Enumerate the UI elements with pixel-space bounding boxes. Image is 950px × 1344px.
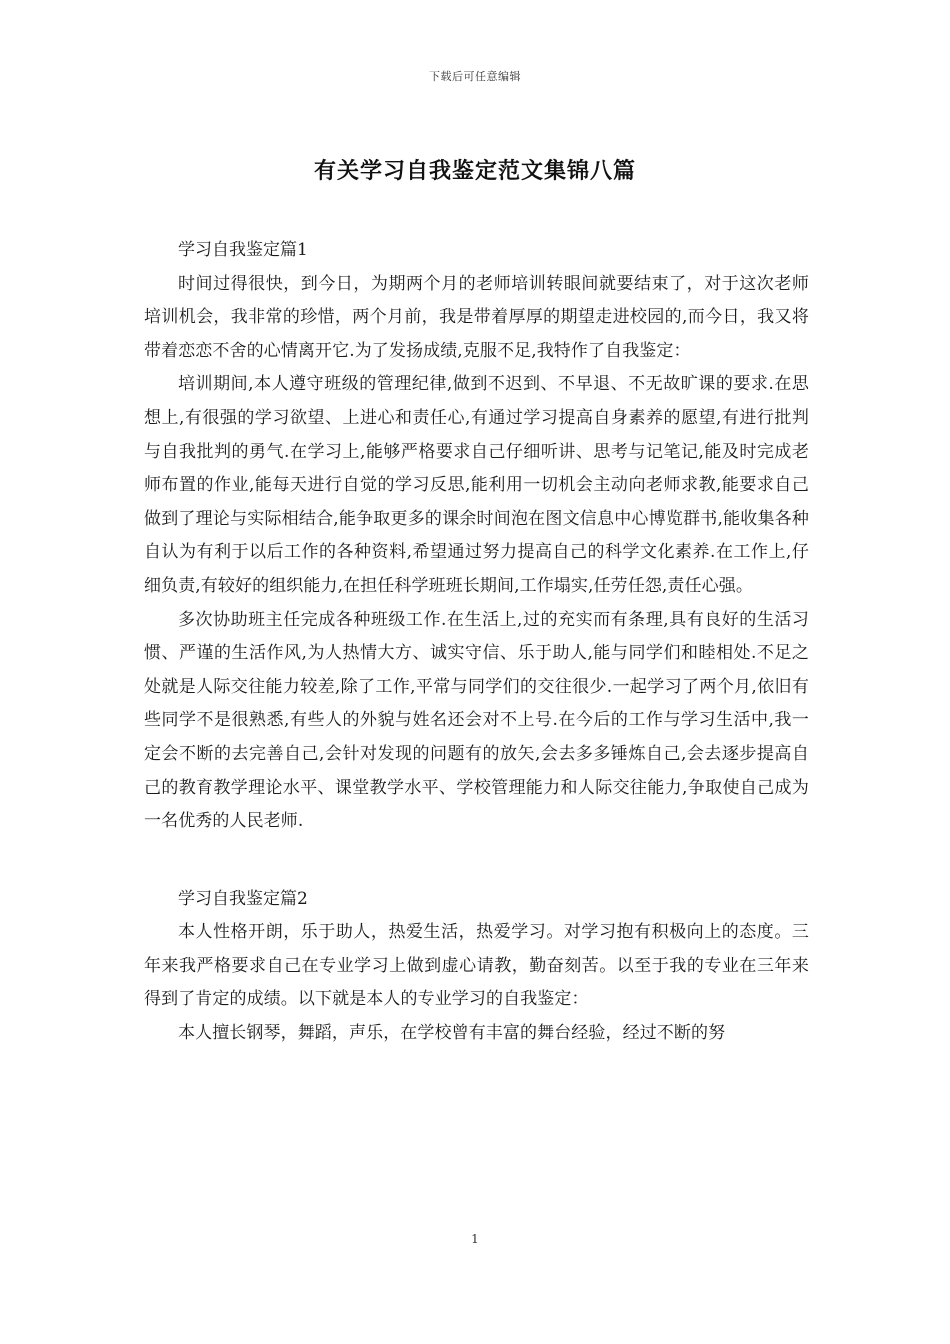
page-number: 1	[471, 1232, 479, 1246]
section-heading: 学习自我鉴定篇1	[178, 240, 308, 260]
document-title: 有关学习自我鉴定范文集锦八篇	[313, 158, 636, 184]
paragraph: 时间过得很快，到今日，为期两个月的老师培训转眼间就要结束了，对于这次老师培训机会，我非常的珍惜，两个月前，我是带着厚厚的期望走进校园的,而今日，我又将带着恋恋不舍的心情离开它.为了发扬成绩,克服不足,我特作了自我鉴定：	[144, 273, 809, 361]
paragraph: 多次协助班主任完成各种班级工作.在生活上,过的充实而有条理,具有良好的生活习惯、严谨的生活作风,为人热情大方、诚实守信、乐于助人,能与同学们和睦相处.不足之处就是人际交往能力较差,除了工作,平常与同学们的交往很少.一起学习了两个月,依旧有些同学不是很熟悉,有些人的外貌与姓名还会对不上号.在今后的工作与学习生活中,我一定会不断的去完善自己,会针对发现的问题有的放矢,会去多多锤炼自己,会去逐步提高自己的教育教学理论水平、课堂教学水平、学校管理能力和人际交往能力,争取使自己成为一名优秀的人民老师.	[144, 609, 809, 832]
paragraph: 培训期间,本人遵守班级的管理纪律,做到不迟到、不早退、不无故旷课的要求.在思想上,有很强的学习欲望、上进心和责任心,有通过学习提高自身素养的愿望,有进行批判与自我批判的勇气.在学习上,能够严格要求自己仔细听讲、思考与记笔记,能及时完成老师布置的作业,能每天进行自觉的学习反思,能利用一切机会主动向老师求教,能要求自己做到了理论与实际相结合,能争取更多的课余时间泡在图文信息中心博览群书,能收集各种自认为有利于以后工作的各种资料,希望通过努力提高自己的科学文化素养.在工作上,仔细负责,有较好的组织能力,在担任科学班班长期间,工作塌实,任劳任怨,责任心强。	[144, 374, 809, 596]
section-spacer	[144, 839, 809, 883]
header-note: 下载后可任意编辑	[429, 70, 521, 83]
paragraph: 本人擅长钢琴，舞蹈，声乐，在学校曾有丰富的舞台经验，经过不断的努	[178, 1023, 726, 1044]
section-heading: 学习自我鉴定篇2	[178, 888, 308, 909]
document-body	[144, 234, 809, 1051]
paragraph: 本人性格开朗，乐于助人，热爱生活，热爱学习。对学习抱有积极向上的态度。三年来我严格要求自己在专业学习上做到虚心请教，勤奋刻苦。以至于我的专业在三年来得到了肯定的成绩。以下就是本人的专业学习的自我鉴定：	[144, 922, 809, 1010]
